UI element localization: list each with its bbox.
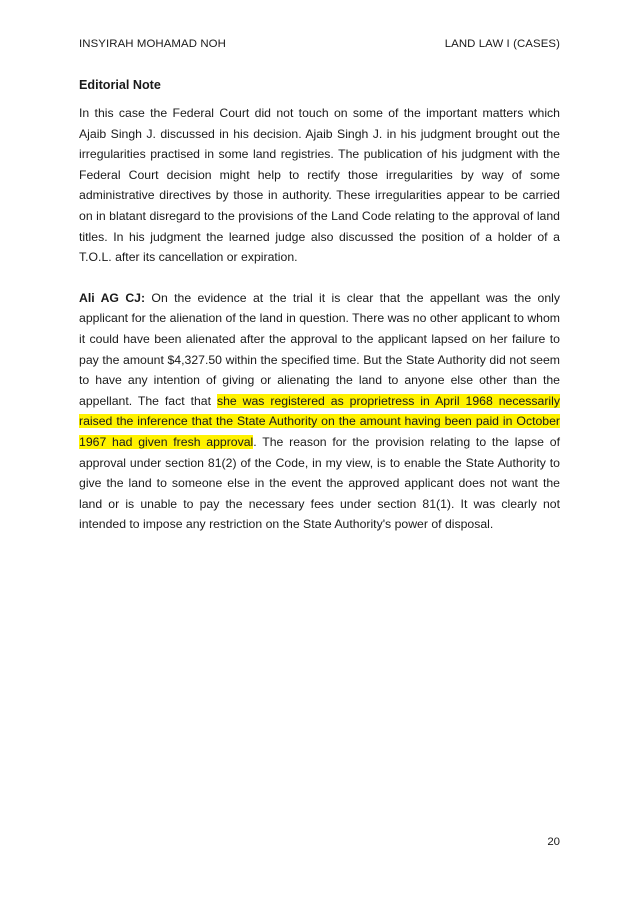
page-header — [79, 38, 560, 50]
highlighted-text: she was registered as proprietress in April 1968 necessarily raised the inference that the State Authority on the amount having been paid in October 1967 had given fresh approval — [79, 393, 560, 449]
judge-name: Ali AG CJ: — [79, 290, 146, 305]
header-author: INSYIRAH MOHAMAD NOH — [79, 38, 226, 50]
page-number: 20 — [547, 836, 560, 848]
editorial-heading: Editorial Note — [79, 78, 161, 92]
editorial-paragraph: In this case the Federal Court did not touch on some of the important matters which Ajaib Singh J. discussed in his decision. Ajaib Singh J. in his judgment brought out the irregularities practised in some land registries. The publication of his judgment with the Federal Court decision might help to rectify those irregularities by way of some administrative directives by those in authority. These irregularities appear to be carried on in blatant disregard to the provisions of the Land Code relating to the approval of land titles. In his judgment the learned judge also discussed the position of a holder of a T.O.L. after its cancellation or expiration. — [79, 106, 560, 265]
judgment-text-before: On the evidence at the trial it is clear that the appellant was the only applicant for the alienation of the land in question. There was no other applicant to whom it could have been alienated after the approval to the applicant lapsed on her failure to pay the amount $4,327.50 within the specified time. But the State Authority did not seem to have any intention of giving or alienating the land to anyone else other than the appellant. The fact that — [79, 290, 561, 408]
header-course: LAND LAW I (CASES) — [444, 38, 560, 50]
judgment-text-after: . The reason for the provision relating to the lapse of approval under section 81(2) of the Code, in my view, is to enable the State Authority to give the land to someone else in the event the approved applicant does not want the land or is unable to pay the necessary fees under section 81(1). It was clearly not intended to impose any restriction on the State Authority's power of disposal. — [79, 434, 560, 532]
page-content — [79, 78, 560, 535]
judgment-paragraph — [79, 288, 560, 535]
